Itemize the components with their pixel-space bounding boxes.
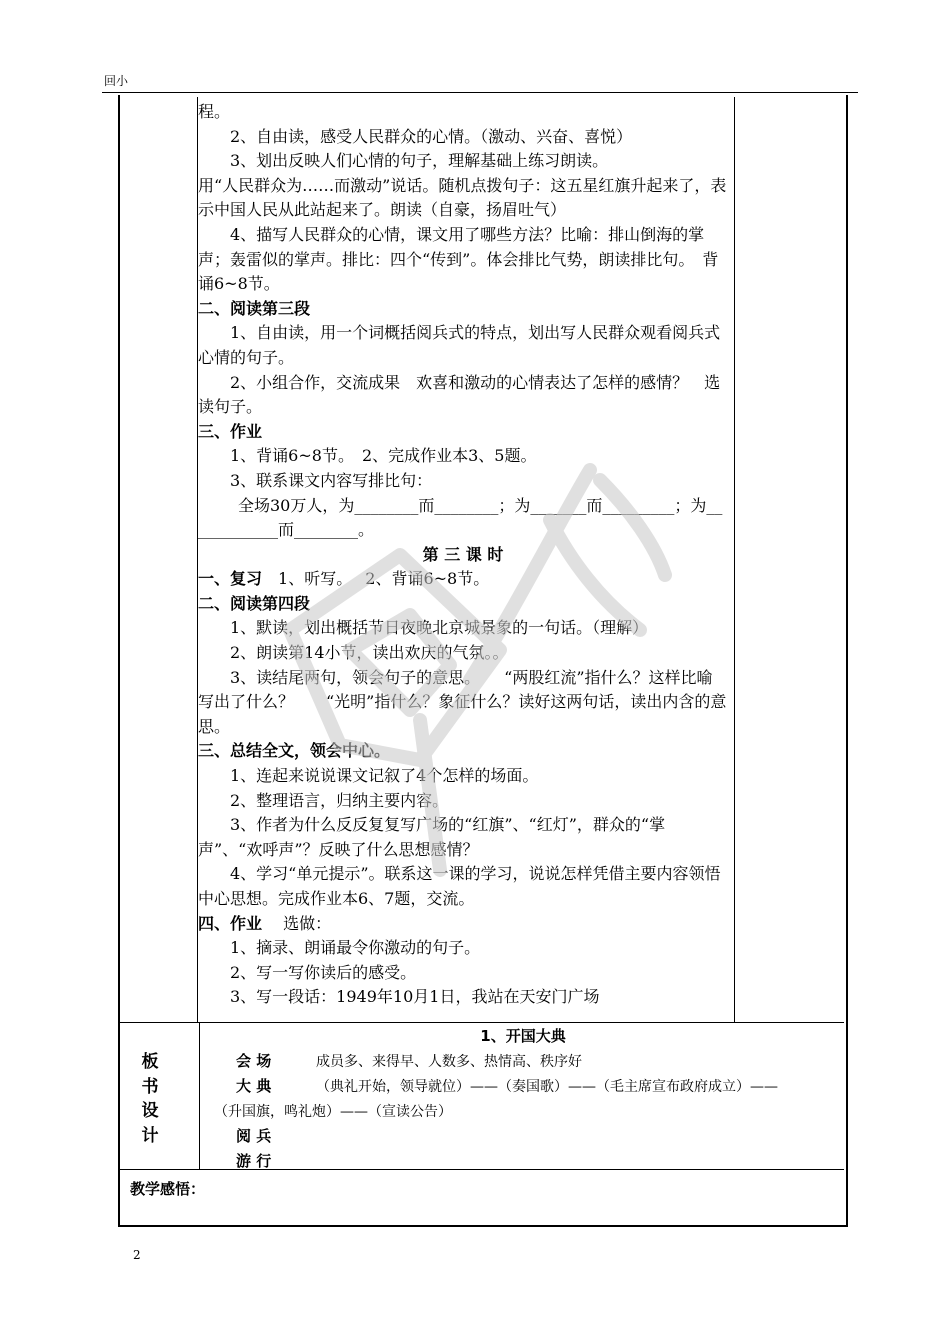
page-number: 2: [133, 1248, 141, 1262]
board-label: [130, 1050, 170, 1148]
text-line: 2、朗读第14小节，读出欢庆的气氛。。: [230, 643, 509, 663]
section-heading: 四、作业: [198, 913, 263, 933]
text-line: 1、自由读，用一个词概括阅兵式的特点，划出写人民群众观看阅兵式心情的句子。: [198, 323, 721, 367]
reflection-label: 教学感悟：: [130, 1180, 206, 1198]
board-row: [198, 1049, 838, 1075]
text-line: 2、写一写你读后的感受。: [230, 962, 417, 982]
text-line: 程。: [198, 102, 231, 121]
board-row-label: 会 场: [236, 1051, 272, 1070]
section-heading: 三、作业: [198, 421, 263, 441]
text-line: 4、描写人民群众的心情，课文用了哪些方法？比喻：排山倒海的掌声；轰雷似的掌声。排比：四个“传到”。体会排比气势，朗读排比句。 背诵6~8节。: [198, 224, 719, 294]
text-line: 3、划出反映人们心情的句子，理解基础上练习朗读。: [230, 151, 609, 171]
board-label-char: 设: [141, 1101, 159, 1121]
text-line: 1、摘录、朗诵最令你激动的句子。: [230, 938, 481, 958]
board-row: [198, 1149, 838, 1174]
text-line: 1、默读，划出概括节日夜晚北京城景象的一句话。（理解）: [230, 618, 649, 638]
page-header: 回小: [104, 74, 129, 88]
text-line: 3、联系课文内容写排比句：: [230, 470, 433, 490]
text-line: 用“人民群众为……而激动”说话。随机点拨句子：这五星红旗升起来了，表示中国人民从此站起来了。朗读（自豪，扬眉吐气）: [198, 175, 727, 220]
text-line: [198, 912, 728, 937]
board-row-text: （升国旗，鸣礼炮）——（宣读公告）: [214, 1103, 452, 1120]
text-line: 3、写一段话：1949年10月1日，我站在天安门广场: [230, 987, 600, 1007]
row-divider-board: [120, 1022, 844, 1023]
section-heading: 二、阅读第三段: [198, 298, 311, 318]
board-row-text: 成员多、来得早、人数多、热情高、秩序好: [316, 1053, 582, 1070]
section-heading: 三、总结全文，领会中心。: [198, 741, 391, 761]
text-line: 全场30万人，为________而________；为_______而_________；为____________而________。: [198, 495, 723, 540]
board-row: [198, 1124, 838, 1149]
header-rule: [102, 92, 858, 93]
board-label-char: 计: [141, 1125, 159, 1146]
text-line: 3、读结尾两句，领会句子的意思。 “两股红流”指什么？这样比喻写出了什么？ “光明”指什么？象征什么？读好这两句话，读出内含的意思。: [198, 667, 727, 736]
lesson-heading: 第 三 课 时: [422, 544, 504, 564]
text-line: 3、作者为什么反反复复写广场的“红旗”、“红灯”，群众的“掌声”、“欢呼声”？反映了什么思想感情？: [198, 815, 666, 859]
section-heading: 一、复习: [198, 569, 263, 589]
text-line: 1、背诵6~8节。 2、完成作业本3、5题。: [230, 446, 537, 466]
text-line: 2、整理语言，归纳主要内容。: [230, 790, 449, 810]
board-row: [198, 1074, 838, 1100]
board-row-text: （典礼开始，领导就位）——（奏国歌）——（毛主席宣布政府成立）——: [316, 1079, 778, 1095]
board-row-label: 大 典: [236, 1077, 272, 1095]
col-divider-right: [734, 97, 735, 1022]
text-line: 4、学习“单元提示”。联系这一课的学习，说说怎样凭借主要内容领悟中心思想。完成作业本6、7题，交流。: [198, 864, 721, 908]
text-line: 选做：: [262, 913, 332, 933]
board-row-label: 游 行: [236, 1151, 272, 1170]
board-label-char: 板: [141, 1052, 159, 1072]
section-heading: 二、阅读第四段: [198, 593, 311, 613]
text-line: 2、自由读，感受人民群众的心情。（激动、兴奋、喜悦）: [230, 126, 633, 146]
text-line: [198, 567, 728, 592]
text-line: 1、连起来说说课文记叙了4个怎样的场面。: [230, 766, 539, 786]
text-line: 2、小组合作，交流成果 欢喜和激动的心情表达了怎样的感情？ 选读句子。: [198, 372, 721, 417]
board-row-label: 阅 兵: [236, 1127, 272, 1145]
board-label-char: 书: [141, 1076, 159, 1097]
board-design: [198, 1024, 838, 1173]
board-heading: 1、开国大典: [480, 1027, 566, 1045]
lesson-content: [198, 100, 728, 1010]
text-line: 1、听写。 2、背诵6~8节。: [262, 569, 490, 589]
